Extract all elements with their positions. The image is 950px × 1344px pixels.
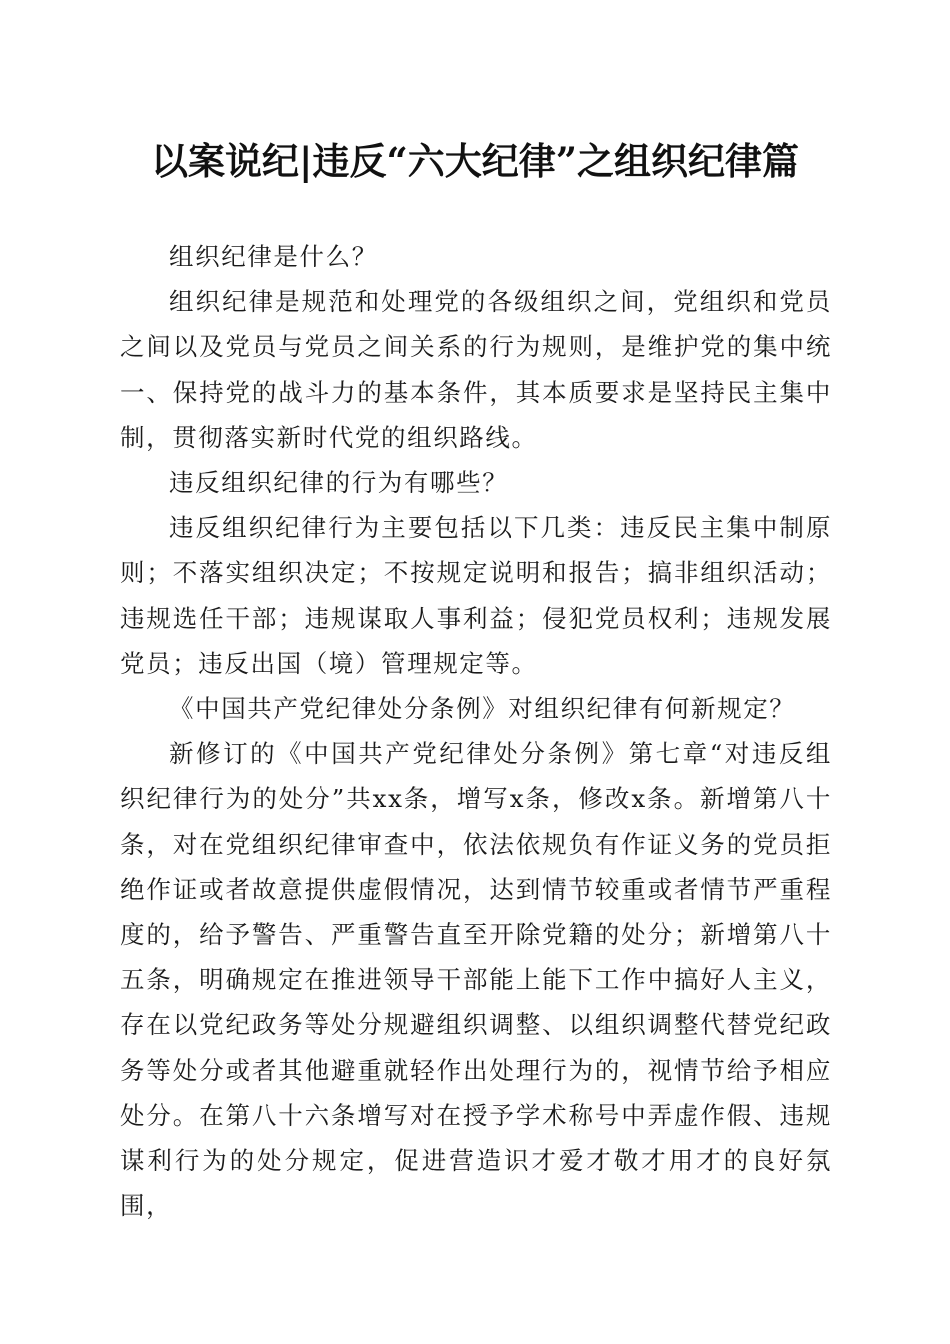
question-violations: 违反组织纪律的行为有哪些？ xyxy=(169,468,509,498)
answer-new-regulations: 新修订的《中国共产党纪律处分条例》第七章“对违反组织纪律行为的处分”共xx条，增写x条，修改x条。新增第八十条，对在党组织纪律审查中，依法依规负有作证义务的党员拒绝作证或者故意提供虚假情况，达到情节较重或者情节严重程度的，给予警告、严重警告直至开除党籍的处分；新增第八十五条，明确规定在推进领导干部能上能下工作中搞好人主义，存在以党纪政务等处分规避组织调整、以组织调整代替党纪政务等处分或者其他避重就轻作出处理行为的，视情节给予相应处分。在第八十六条增写对在授予学术称号中弄虚作假、违规谋利行为的处分规定，促进营造识才爱才敬才用才的良好氛围， xyxy=(120,739,832,1221)
question-new-regulations: 《中国共产党纪律处分条例》对组织纪律有何新规定？ xyxy=(169,694,796,724)
document-title: 以案说纪|违反“六大纪律”之组织纪律篇 xyxy=(150,139,800,183)
document-body xyxy=(120,234,832,1228)
question-what-is-discipline: 组织纪律是什么？ xyxy=(169,242,378,271)
answer-what-is-discipline: 组织纪律是规范和处理党的各级组织之间，党组织和党员之间以及党员与党员之间关系的行为规则，是维护党的集中统一、保持党的战斗力的基本条件，其本质要求是坚持民主集中制，贯彻落实新时代党的组织路线。 xyxy=(120,287,832,452)
answer-violations: 违反组织纪律行为主要包括以下几类：违反民主集中制原则；不落实组织决定；不按规定说明和报告；搞非组织活动；违规选任干部；违规谋取人事利益；侵犯党员权利；违规发展党员；违反出国（境）管理规定等。 xyxy=(120,513,832,678)
